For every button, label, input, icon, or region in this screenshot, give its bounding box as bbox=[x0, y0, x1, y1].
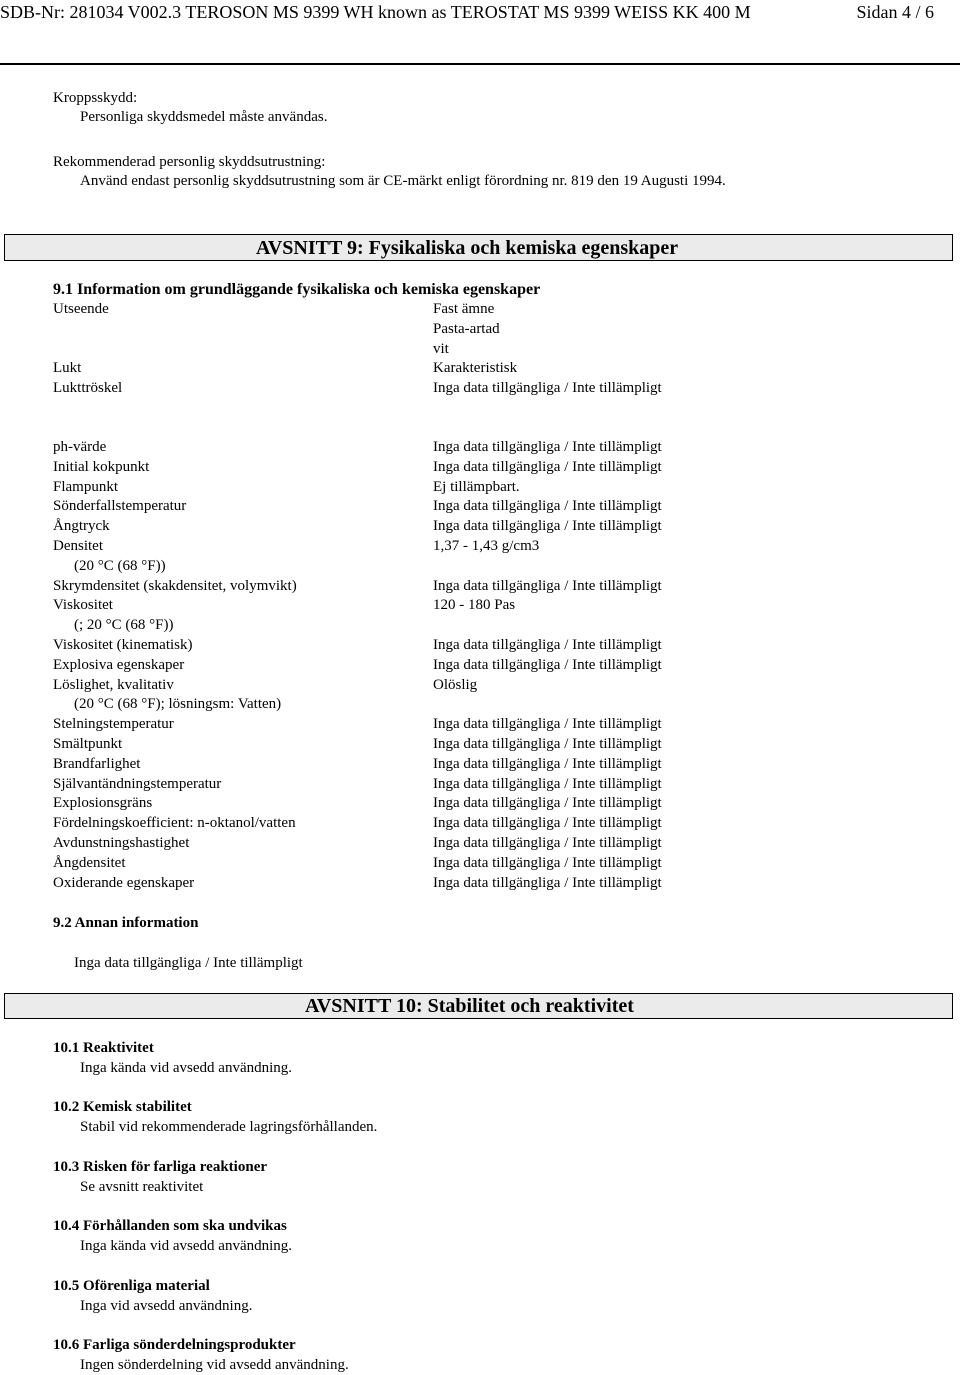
section-10-item bbox=[53, 1097, 377, 1137]
property-label: Fördelningskoefficient: n-oktanol/vatten bbox=[53, 815, 296, 832]
section-10-item bbox=[53, 1276, 252, 1316]
section-10-item-text: Inga kända vid avsedd användning. bbox=[80, 1238, 293, 1254]
section-10-item-text: Ingen sönderdelning vid avsedd användning. bbox=[80, 1357, 349, 1373]
body-protection-heading: Kroppsskydd: bbox=[53, 90, 138, 106]
property-row bbox=[53, 616, 753, 636]
property-label: Skrymdensitet (skakdensitet, volymvikt) bbox=[53, 577, 297, 594]
property-label: Lukttröskel bbox=[53, 380, 123, 397]
property-row bbox=[53, 834, 753, 854]
recommended-ppe-heading: Rekommenderad personlig skyddsutrustning: bbox=[53, 154, 326, 170]
property-label: Viskositet bbox=[53, 597, 113, 614]
property-label: Initial kokpunkt bbox=[53, 458, 150, 475]
section-10-title: AVSNITT 10: Stabilitet och reaktivitet bbox=[305, 995, 634, 1017]
property-row bbox=[53, 379, 753, 399]
section-9-title: AVSNITT 9: Fysikaliska och kemiska egenskaper bbox=[256, 237, 679, 259]
property-label: Brandfarlighet bbox=[53, 755, 141, 772]
property-value: Inga data tillgängliga / Inte tillämpligt bbox=[433, 577, 662, 594]
property-label bbox=[53, 320, 433, 340]
property-row bbox=[53, 458, 753, 478]
section-10-item-heading: 10.4 Förhållanden som ska undvikas bbox=[53, 1218, 287, 1234]
property-value: vit bbox=[433, 340, 449, 357]
property-row bbox=[53, 735, 753, 755]
property-value: Pasta-artad bbox=[433, 320, 500, 337]
properties-group-2 bbox=[53, 438, 753, 893]
property-label: (20 °C (68 °F)) bbox=[74, 557, 166, 574]
property-label: Utseende bbox=[53, 301, 109, 317]
property-value: Ej tillämpbart. bbox=[433, 478, 520, 495]
section-10-item-heading: 10.3 Risken för farliga reaktioner bbox=[53, 1159, 268, 1175]
property-label: Flampunkt bbox=[53, 478, 119, 495]
property-row bbox=[53, 497, 753, 517]
properties-group-1 bbox=[53, 300, 753, 399]
property-row bbox=[53, 656, 753, 676]
section-10-item-text: Stabil vid rekommenderade lagringsförhållanden. bbox=[80, 1119, 378, 1135]
property-label: Densitet bbox=[53, 537, 103, 554]
property-value: Inga data tillgängliga / Inte tillämpligt bbox=[433, 815, 662, 832]
property-label: Lukt bbox=[53, 360, 82, 377]
property-row bbox=[53, 775, 753, 795]
property-row bbox=[53, 715, 753, 735]
header-divider bbox=[0, 63, 960, 65]
recommended-ppe-text: Använd endast personlig skyddsutrustning som är CE-märkt enligt förordning nr. 819 den 19 Augusti 1994. bbox=[80, 173, 726, 189]
page-number: Sidan 4 / 6 bbox=[856, 2, 934, 22]
property-value: Inga data tillgängliga / Inte tillämpligt bbox=[433, 834, 662, 851]
section-10-item bbox=[53, 1335, 349, 1375]
property-label: Stelningstemperatur bbox=[53, 716, 174, 733]
body-protection-text: Personliga skyddsmedel måste användas. bbox=[80, 109, 328, 125]
section-10-item bbox=[53, 1038, 292, 1078]
property-row bbox=[53, 320, 753, 340]
property-label: Oxiderande egenskaper bbox=[53, 874, 195, 891]
property-row bbox=[53, 794, 753, 814]
section-10-item-text: Se avsnitt reaktivitet bbox=[80, 1179, 204, 1195]
property-value: Inga data tillgängliga / Inte tillämpligt bbox=[433, 439, 662, 455]
section-10-item bbox=[53, 1157, 267, 1197]
property-row bbox=[53, 874, 753, 894]
property-row bbox=[53, 755, 753, 775]
property-value: Inga data tillgängliga / Inte tillämpligt bbox=[433, 716, 662, 733]
property-row bbox=[53, 438, 753, 458]
property-row bbox=[53, 300, 753, 320]
section-10-item-heading: 10.2 Kemisk stabilitet bbox=[53, 1099, 192, 1115]
property-value: Inga data tillgängliga / Inte tillämpligt bbox=[433, 874, 662, 891]
property-row bbox=[53, 537, 753, 557]
section-10-item-text: Inga kända vid avsedd användning. bbox=[80, 1060, 293, 1076]
property-value: Olöslig bbox=[433, 676, 478, 693]
property-label: (; 20 °C (68 °F)) bbox=[74, 617, 174, 634]
property-row bbox=[53, 636, 753, 656]
document-header-title: SDB-Nr: 281034 V002.3 TEROSON MS 9399 WH known as TEROSTAT MS 9399 WEISS KK 400 M bbox=[0, 2, 751, 22]
property-value: 1,37 - 1,43 g/cm3 bbox=[433, 537, 540, 554]
property-label: Ångtryck bbox=[53, 518, 110, 535]
property-row bbox=[53, 478, 753, 498]
property-label: Avdunstningshastighet bbox=[53, 834, 190, 851]
property-value: Inga data tillgängliga / Inte tillämpligt bbox=[433, 755, 662, 772]
section-10-item-heading: 10.6 Farliga sönderdelningsprodukter bbox=[53, 1337, 296, 1353]
property-value: Inga data tillgängliga / Inte tillämpligt bbox=[433, 518, 662, 535]
property-row bbox=[53, 854, 753, 874]
property-value: Inga data tillgängliga / Inte tillämpligt bbox=[433, 498, 662, 515]
property-label: Självantändningstemperatur bbox=[53, 775, 222, 792]
property-label: Smältpunkt bbox=[53, 735, 123, 752]
property-row bbox=[53, 340, 753, 360]
property-value: Fast ämne bbox=[433, 301, 495, 317]
property-row bbox=[53, 517, 753, 537]
section-10-item bbox=[53, 1216, 292, 1256]
property-label: Viskositet (kinematisk) bbox=[53, 636, 193, 653]
property-label: (20 °C (68 °F); lösningsm: Vatten) bbox=[74, 696, 282, 713]
property-label bbox=[53, 340, 433, 360]
property-row bbox=[53, 577, 753, 597]
property-label: Ångdensitet bbox=[53, 854, 126, 871]
property-value: Inga data tillgängliga / Inte tillämpligt bbox=[433, 458, 662, 475]
property-row bbox=[53, 676, 753, 696]
property-value: Inga data tillgängliga / Inte tillämpligt bbox=[433, 854, 662, 871]
property-row bbox=[53, 557, 753, 577]
property-value: 120 - 180 Pas bbox=[433, 597, 516, 614]
section-10-item-text: Inga vid avsedd användning. bbox=[80, 1298, 253, 1314]
property-value: Inga data tillgängliga / Inte tillämpligt bbox=[433, 775, 662, 792]
property-label: Explosiva egenskaper bbox=[53, 656, 185, 673]
property-label: Explosionsgräns bbox=[53, 795, 153, 812]
subsection-9-2-title: 9.2 Annan information bbox=[53, 915, 199, 931]
property-row bbox=[53, 814, 753, 834]
section-10-item-heading: 10.5 Oförenliga material bbox=[53, 1278, 210, 1294]
property-value: Inga data tillgängliga / Inte tillämpligt bbox=[433, 656, 662, 673]
property-row bbox=[53, 695, 753, 715]
property-row bbox=[53, 596, 753, 616]
property-label: ph-värde bbox=[53, 439, 107, 455]
property-label: Löslighet, kvalitativ bbox=[53, 676, 174, 693]
subsection-9-1-title: 9.1 Information om grundläggande fysikaliska och kemiska egenskaper bbox=[53, 281, 541, 298]
property-value: Inga data tillgängliga / Inte tillämpligt bbox=[433, 795, 662, 812]
subsection-9-2-text: Inga data tillgängliga / Inte tillämpligt bbox=[74, 955, 303, 971]
section-10-item-heading: 10.1 Reaktivitet bbox=[53, 1040, 154, 1056]
property-row bbox=[53, 359, 753, 379]
property-value: Inga data tillgängliga / Inte tillämpligt bbox=[433, 636, 662, 653]
property-value: Karakteristisk bbox=[433, 360, 518, 377]
property-value: Inga data tillgängliga / Inte tillämpligt bbox=[433, 380, 662, 397]
property-label: Sönderfallstemperatur bbox=[53, 498, 187, 515]
property-value: Inga data tillgängliga / Inte tillämpligt bbox=[433, 735, 662, 752]
